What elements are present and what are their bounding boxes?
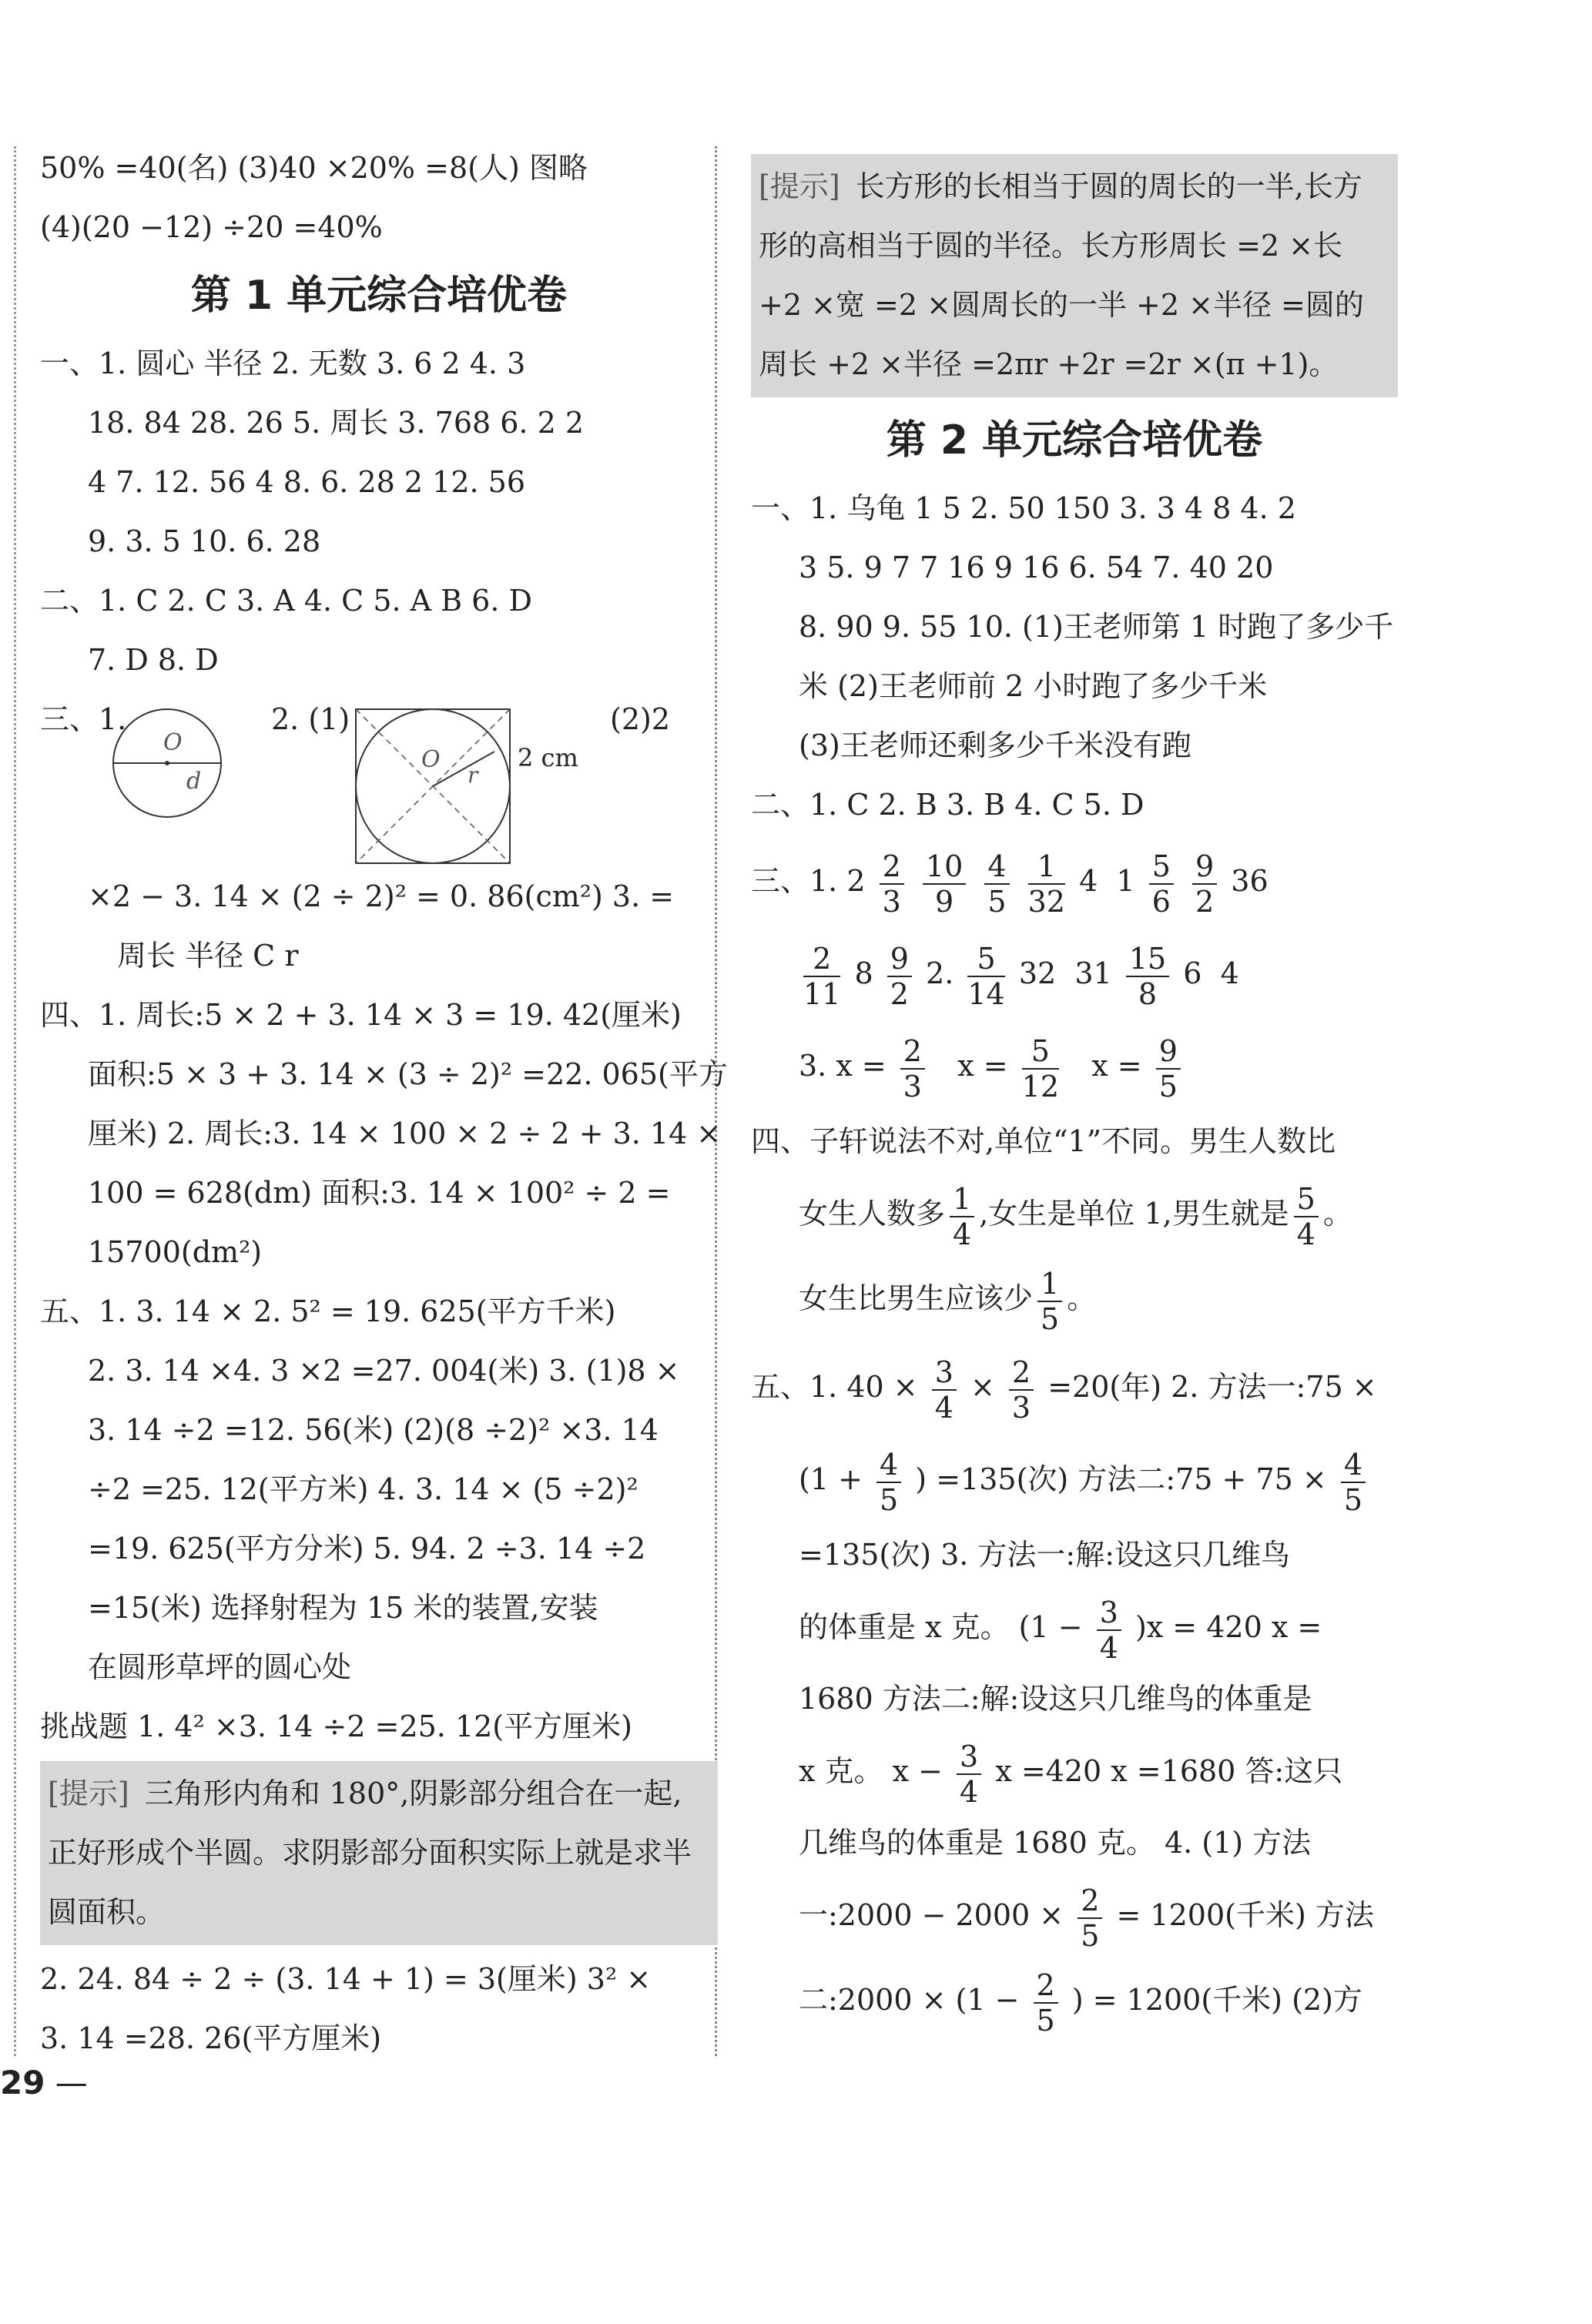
dimension-label: 2 cm	[518, 743, 578, 772]
circle-figure	[109, 705, 225, 821]
text-segment: ) = 1200(千米) (2)方	[1071, 1983, 1362, 2017]
fraction-row	[751, 835, 1398, 927]
fraction-row	[751, 927, 1398, 1020]
denominator: 5	[1041, 1301, 1060, 1336]
fraction	[1097, 1596, 1121, 1665]
denominator: 4	[1296, 1217, 1315, 1251]
answer-line: 一、1. 圆心 半径 2. 无数 3. 6 2 4. 3	[40, 347, 526, 380]
answer-label: x =	[957, 1049, 1008, 1083]
answer-value: 4	[1079, 864, 1098, 898]
denominator: 2	[890, 976, 909, 1011]
fraction	[1294, 1182, 1319, 1251]
answer-line: 周长 半径 C r	[117, 939, 299, 973]
answer-line: 二、1. C 2. B 3. B 4. C 5. D	[751, 788, 1145, 822]
answer-line	[751, 1585, 1398, 1669]
numerator: 5	[1022, 1034, 1059, 1070]
numerator: 2	[1078, 1884, 1102, 1919]
numerator: 2	[803, 942, 840, 977]
denominator: 14	[967, 976, 1005, 1011]
text-segment: = 1200(千米) 方法	[1116, 1898, 1374, 1932]
numerator: 15	[1126, 942, 1169, 977]
numerator: 10	[923, 849, 966, 885]
answer-line: (3)王老师还剩多少千米没有跑	[799, 728, 1191, 762]
answer-line: 五、1. 3. 14 × 2. 5² = 19. 625(平方千米)	[40, 1294, 616, 1328]
answer-line: 9. 3. 5 10. 6. 28	[88, 524, 321, 558]
answer-line	[751, 1433, 1398, 1525]
denominator: 12	[1021, 1069, 1060, 1103]
denominator: 6	[1151, 884, 1171, 919]
text-segment: 的体重是 x 克。 (1 −	[799, 1610, 1083, 1644]
text-segment: x 克。 x −	[799, 1754, 943, 1788]
answer-line: 四、子轩说法不对,单位“1”不同。男生人数比	[751, 1124, 1336, 1158]
numerator: 2	[1034, 1968, 1058, 2004]
fraction	[900, 1034, 925, 1103]
answer-line: 二、1. C 2. C 3. A 4. C 5. A B 6. D	[40, 584, 532, 618]
text-segment: )x = 420 x =	[1135, 1610, 1322, 1644]
text-segment: 女生人数多	[799, 1197, 946, 1231]
fraction	[1009, 1355, 1034, 1425]
answer-label: 2.	[926, 956, 954, 990]
numerator: 5	[1149, 849, 1174, 885]
denominator: 4	[960, 1774, 979, 1809]
answer-line: 4 7. 12. 56 4 8. 6. 28 2 12. 56	[88, 465, 526, 499]
answer-label: (2)2	[610, 702, 671, 736]
hint-tag: [提示]	[48, 1776, 129, 1810]
answer-line: 在圆形草坪的圆心处	[88, 1650, 352, 1684]
fraction	[880, 849, 904, 919]
fraction	[1149, 849, 1174, 919]
page-number: 29 —	[0, 2064, 88, 2101]
numerator: 3	[957, 1740, 981, 1775]
hint-tag: [提示]	[759, 169, 840, 203]
denominator: 5	[1343, 1482, 1363, 1517]
answer-line: 3 5. 9 7 7 16 9 16 6. 54 7. 40 20	[799, 551, 1274, 584]
denominator: 32	[1027, 884, 1065, 919]
circle-diameter-label: d	[186, 768, 202, 795]
hint-box	[751, 154, 1398, 397]
hint-box	[40, 1761, 718, 1945]
answer-line	[751, 1341, 1398, 1433]
answer-line: 四、1. 周长:5 × 2 + 3. 14 × 3 = 19. 42(厘米)	[40, 998, 682, 1032]
denominator: 3	[1011, 1390, 1031, 1425]
answer-line: ×2 − 3. 14 × (2 ÷ 2)² = 0. 86(cm²) 3. =	[88, 879, 675, 913]
numerator: 5	[967, 942, 1004, 977]
square-circle-figure	[352, 705, 521, 867]
fraction	[1341, 1448, 1366, 1517]
numerator: 4	[876, 1448, 901, 1483]
fraction	[803, 942, 840, 1011]
answer-value: 8	[854, 956, 873, 990]
text-segment: (1 +	[799, 1462, 863, 1496]
denominator: 5	[1158, 1069, 1178, 1103]
radius-label: r	[468, 762, 478, 788]
answer-line: 几维鸟的体重是 1680 克。 4. (1) 方法	[799, 1826, 1312, 1860]
numerator: 9	[1156, 1034, 1181, 1070]
answer-line: =19. 625(平方分米) 5. 94. 2 ÷3. 14 ÷2	[88, 1532, 646, 1566]
answer-value: 4	[1220, 956, 1239, 990]
numerator: 1	[950, 1182, 974, 1217]
answer-label: x =	[1091, 1049, 1142, 1083]
text-segment: 二:2000 × (1 −	[799, 1983, 1020, 2017]
left-column	[40, 139, 728, 2068]
text-segment: 五、1. 40 ×	[751, 1370, 918, 1404]
numerator: 4	[984, 849, 1009, 885]
numerator: 2	[880, 849, 904, 885]
challenge-line: 挑战题 1. 4² ×3. 14 ÷2 =25. 12(平方厘米)	[40, 1710, 632, 1743]
answer-label: 2. (1)	[271, 702, 350, 736]
answer-line	[751, 1957, 1398, 2042]
text-segment: ,女生是单位 1,男生就是	[979, 1197, 1289, 1231]
answer-line: 8. 90 9. 55 10. (1)王老师第 1 时跑了多少千	[799, 610, 1394, 644]
denominator: 9	[934, 884, 954, 919]
text-segment: 。	[1322, 1197, 1352, 1231]
answer-line: 15700(dm²)	[88, 1235, 263, 1269]
denominator: 5	[1081, 1918, 1100, 1953]
fraction	[957, 1740, 981, 1809]
circle-center-label: O	[163, 729, 183, 756]
numerator: 2	[1009, 1355, 1034, 1391]
fraction	[1034, 1968, 1058, 2038]
answer-line: (4)(20 −12) ÷20 =40%	[40, 210, 383, 244]
answer-value: 31	[1074, 956, 1112, 990]
answer-line: 米 (2)王老师前 2 小时跑了多少千米	[799, 669, 1268, 703]
text-segment: ) =135(次) 方法二:75 + 75 ×	[915, 1462, 1327, 1496]
answer-line	[751, 1729, 1398, 1813]
answer-line: =15(米) 选择射程为 15 米的装置,安装	[88, 1591, 598, 1625]
text-segment: ×	[970, 1370, 995, 1404]
answer-line: 3. 14 ÷2 =12. 56(米) (2)(8 ÷2)² ×3. 14	[88, 1413, 659, 1447]
left-margin-rule	[14, 146, 16, 2056]
denominator: 3	[882, 884, 901, 919]
answer-value: 32	[1018, 956, 1057, 990]
numerator: 1	[1037, 1267, 1062, 1302]
answer-line: 2. 24. 84 ÷ 2 ÷ (3. 14 + 1) = 3(厘米) 3² ×	[40, 1962, 652, 1996]
answer-value: 6	[1183, 956, 1202, 990]
unit1-title: 第 1 单元综合培优卷	[190, 273, 568, 319]
numerator: 9	[1192, 849, 1217, 885]
text-segment: 。	[1067, 1281, 1097, 1315]
fraction	[1156, 1034, 1181, 1103]
numerator: 9	[887, 942, 912, 977]
answer-value: 36	[1231, 864, 1269, 898]
denominator: 2	[1195, 884, 1215, 919]
denominator: 8	[1138, 976, 1158, 1011]
denominator: 3	[903, 1069, 922, 1103]
answer-line: 50% =40(名) (3)40 ×20% =8(人) 图略	[40, 151, 588, 185]
answer-line: 厘米) 2. 周长:3. 14 × 100 × 2 ÷ 2 + 3. 14 ×	[88, 1117, 722, 1150]
denominator: 11	[803, 976, 841, 1011]
answer-line: =135(次) 3. 方法一:解:设这只几维鸟	[799, 1538, 1291, 1572]
fraction	[967, 942, 1004, 1011]
answer-value: 1	[1116, 864, 1135, 898]
fraction	[984, 849, 1009, 919]
figure-row	[40, 690, 718, 867]
answer-line: 7. D 8. D	[88, 643, 219, 677]
answer-line: 面积:5 × 3 + 3. 14 × (3 ÷ 2)² =22. 065(平方	[88, 1057, 728, 1091]
answer-line: 1680 方法二:解:设这只几维鸟的体重是	[799, 1682, 1312, 1716]
square-circle-center-label: O	[421, 746, 441, 773]
text-segment: 女生比男生应该少	[799, 1281, 1034, 1315]
fraction	[932, 1355, 957, 1425]
right-column	[751, 139, 1398, 2042]
answer-line: 2. 3. 14 ×4. 3 ×2 =27. 004(米) 3. (1)8 ×	[88, 1354, 680, 1388]
fraction	[887, 942, 912, 1011]
denominator: 4	[953, 1217, 972, 1251]
fraction	[1028, 849, 1065, 919]
fraction	[950, 1182, 974, 1251]
answer-line: ÷2 =25. 12(平方米) 4. 3. 14 × (5 ÷2)²	[88, 1472, 638, 1506]
text-segment: 一:2000 − 2000 ×	[799, 1898, 1064, 1932]
numerator: 2	[900, 1034, 925, 1070]
fraction	[1192, 849, 1217, 919]
fraction	[1022, 1034, 1059, 1103]
denominator: 4	[934, 1390, 954, 1425]
hint-text: 三角形内角和 180°,阴影部分组合在一起,正好形成个半圆。求阴影部分面积实际上就是求半圆面积。	[48, 1776, 692, 1929]
answer-line: 3. 14 =28. 26(平方厘米)	[40, 2021, 382, 2055]
answer-line	[751, 1873, 1398, 1957]
text-segment: x =420 x =1680 答:这只	[995, 1754, 1343, 1788]
text-segment: =20(年) 2. 方法一:75 ×	[1047, 1370, 1377, 1404]
numerator: 1	[1028, 849, 1065, 885]
answer-line: 18. 84 28. 26 5. 周长 3. 768 6. 2 2	[88, 406, 585, 440]
numerator: 5	[1294, 1182, 1319, 1217]
unit2-title: 第 2 单元综合培优卷	[886, 417, 1263, 464]
numerator: 3	[1097, 1596, 1121, 1631]
numerator: 4	[1341, 1448, 1366, 1483]
answer-label: 三、1. 2	[751, 864, 866, 898]
fraction	[1037, 1267, 1062, 1336]
answer-line	[751, 1256, 1398, 1341]
fraction	[876, 1448, 901, 1517]
denominator: 5	[1036, 2003, 1055, 2038]
denominator: 5	[987, 884, 1007, 919]
answer-line: 100 = 628(dm) 面积:3. 14 × 100² ÷ 2 =	[88, 1176, 671, 1210]
answer-label: 3. x =	[799, 1049, 886, 1083]
fraction	[1126, 942, 1169, 1011]
hint-text: 长方形的长相当于圆的周长的一半,长方形的高相当于圆的半径。长方形周长 =2 ×长 +2 ×宽 =2 ×圆周长的一半 +2 ×半径 =圆的周长 +2 ×半径 =2πr +2r =2r ×(π +1)。	[759, 169, 1364, 381]
fraction	[1078, 1884, 1102, 1953]
answer-line: 一、1. 乌龟 1 5 2. 50 150 3. 3 4 8 4. 2	[751, 491, 1296, 525]
denominator: 4	[1099, 1630, 1118, 1665]
answer-line	[751, 1171, 1398, 1256]
fraction	[923, 849, 966, 919]
fraction-row	[751, 1020, 1398, 1112]
denominator: 5	[880, 1482, 899, 1517]
answer-label: 三、1.	[40, 702, 127, 736]
numerator: 3	[932, 1355, 957, 1391]
